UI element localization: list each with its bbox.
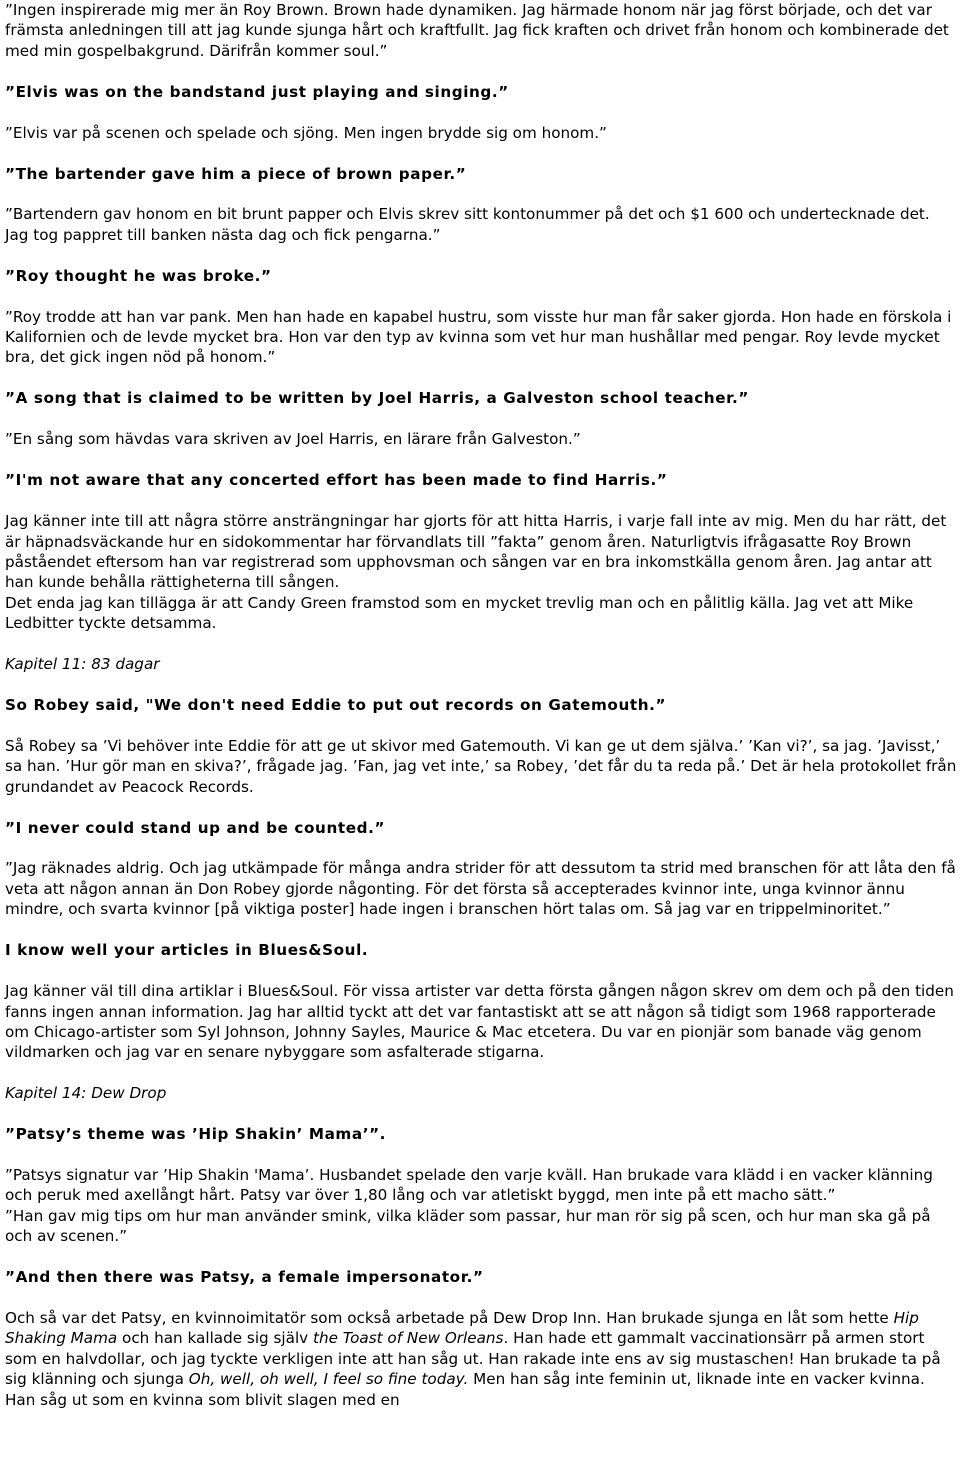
paragraph-spacer [5, 450, 957, 471]
paragraph-spacer [5, 61, 957, 82]
paragraph: ”Ingen inspirerade mig mer än Roy Brown. Brown hade dynamiken. Jag härmade honom när jag först började, och det var främsta anledningen till att jag kunde sjunga hårt och kraftfullt. Jag fick kraften och drivet från honom och kombinerade det med min gospelbakgrund. Därifrån kommer soul.” [5, 1, 949, 60]
paragraph: ”Bartendern gav honom en bit brunt papper och Elvis skrev sitt kontonummer på det och $1 600 och undertecknade det. Jag tog pappret till banken nästa dag och fick pengarna.” [5, 205, 930, 244]
song-lyric: Oh, well, oh well, I feel so fine today. [188, 1370, 469, 1389]
paragraph: ”En sång som hävdas vara skriven av Joel Harris, en lärare från Galveston.” [5, 430, 581, 449]
paragraph: ”Elvis var på scenen och spelade och sjöng. Men ingen brydde sig om honom.” [5, 123, 607, 142]
paragraph-spacer [5, 1288, 957, 1309]
question-heading: ”Patsy’s theme was ’Hip Shakin’ Mama’”. [5, 1125, 387, 1144]
paragraph-spacer [5, 1104, 957, 1125]
question-heading: ”I never could stand up and be counted.” [5, 818, 386, 837]
chapter-heading: Kapitel 11: 83 dagar [5, 655, 160, 674]
paragraph-spacer [5, 368, 957, 389]
question-heading: ”Roy thought he was broke.” [5, 266, 272, 285]
paragraph-spacer [5, 491, 957, 512]
text-run: och han kallade sig själv [117, 1329, 313, 1348]
paragraph-spacer [5, 184, 957, 205]
paragraph-spacer [5, 409, 957, 430]
text-run: . Han hade ett gammalt vaccinationsärr på armen stort som en halvdollar, och jag tyckte verkligen inte att han såg ut. Han rakade inte ens av sig mustaschen! Han brukade ta på sig klänning och sjunga [5, 1329, 941, 1389]
paragraph-spacer [5, 920, 957, 941]
document-body [5, 0, 957, 1410]
question-heading: ”The bartender gave him a piece of brown paper.” [5, 164, 467, 183]
text-run: Men han såg inte feminin ut, liknade inte en vacker kvinna. Han såg ut som en kvinna som blivit slagen med en [5, 1370, 925, 1409]
paragraph-patsy [5, 1308, 957, 1410]
paragraph-spacer [5, 143, 957, 164]
paragraph-spacer [5, 1063, 957, 1084]
paragraph-spacer [5, 961, 957, 982]
paragraph-spacer [5, 286, 957, 307]
paragraph-spacer [5, 715, 957, 736]
paragraph: Så Robey sa ’Vi behöver inte Eddie för att ge ut skivor med Gatemouth. Vi kan ge ut dem själva.’ ’Kan vi?’, sa jag. ’Javisst,’ sa han. ’Hur gör man en skiva?’, frågade jag. ’Fan, jag vet inte,’ sa Robey, ’det får du ta reda på.’ Det är hela protokollet från grundandet av Peacock Records. [5, 736, 957, 796]
chapter-heading: Kapitel 14: Dew Drop [5, 1084, 167, 1103]
paragraph: ”Patsys signatur var ’Hip Shakin 'Mama’. Husbandet spelade den varje kväll. Han brukade vara klädd i en vacker klänning och peruk med axellångt hårt. Patsy var över 1,80 lång och var atletiskt byggd, men inte på ett macho sätt.” [5, 1166, 933, 1205]
paragraph-spacer [5, 634, 957, 655]
text-run: Och så var det Patsy, en kvinnoimitatör som också arbetade på Dew Drop Inn. Han brukade sjunga en låt som hette [5, 1309, 894, 1328]
paragraph: ”Roy trodde att han var pank. Men han hade en kapabel hustru, som visste hur man får saker gjorda. Hon hade en förskola i Kalifornien och de levde mycket bra. Hon var den typ av kvinna som vet hur man hushållar med pengar. Roy levde mycket bra, det gick ingen nöd på honom.” [5, 307, 952, 367]
paragraph: Jag känner väl till dina artiklar i Blues&Soul. För vissa artister var detta första gången någon skrev om dem och på den tiden fanns ingen annan information. Jag har alltid tyckt att det var fantastiskt att se att någon så tidigt som 1968 rapporterade om Chicago-artister som Syl Johnson, Johnny Sayles, Maurice & Mac etcetera. Du var en pionjär som banade väg genom vildmarken och jag var en senare nybyggare som asfalterade stigarna. [5, 982, 954, 1062]
paragraph-spacer [5, 245, 957, 266]
question-heading: So Robey said, "We don't need Eddie to put out records on Gatemouth.” [5, 695, 667, 714]
question-heading: ”I'm not aware that any concerted effort has been made to find Harris.” [5, 471, 668, 490]
question-heading: I know well your articles in Blues&Soul. [5, 941, 369, 960]
document-blocks [5, 0, 957, 1308]
song-title: Hip Shaking Mama [5, 1309, 919, 1348]
question-heading: ”A song that is claimed to be written by Joel Harris, a Galveston school teacher.” [5, 389, 749, 408]
paragraph-spacer [5, 674, 957, 695]
paragraph: Jag känner inte till att några större ansträngningar har gjorts för att hitta Harris, i varje fall inte av mig. Men du har rätt, det är häpnadsväckande hur en sidokommentar har förvandlats till ”fakta” genom åren. Naturligtvis ifrågasatte Roy Brown påståendet eftersom han var registrerad som upphovsman och sången var en bra inkomstkälla genom åren. Jag antar att han kunde behålla rättigheterna till sången. [5, 512, 947, 592]
paragraph: ”Jag räknades aldrig. Och jag utkämpade för många andra strider för att dessutom ta strid med branschen för att låta den få veta att någon annan än Don Robey gjorde någonting. För det första så accepterades kvinnor inte, unga kvinnor ännu mindre, och svarta kvinnor [på viktiga poster] hade ingen i branschen hört talas om. Så jag var en trippelminoritet.” [5, 859, 956, 919]
question-heading: ”Elvis was on the bandstand just playing and singing.” [5, 82, 509, 101]
paragraph: Det enda jag kan tillägga är att Candy Green framstod som en mycket trevlig man och en pålitlig källa. Jag vet att Mike Ledbitter tyckte detsamma. [5, 593, 914, 633]
question-heading: ”And then there was Patsy, a female impersonator.” [5, 1268, 484, 1287]
paragraph-spacer [5, 838, 957, 859]
nickname: the Toast of New Orleans [312, 1329, 504, 1348]
paragraph-spacer [5, 1247, 957, 1268]
paragraph-spacer [5, 797, 957, 818]
paragraph-spacer [5, 102, 957, 123]
paragraph: ”Han gav mig tips om hur man använder smink, vilka kläder som passar, hur man rör sig på scen, och hur man ska gå på och av scenen.” [5, 1206, 931, 1246]
paragraph-spacer [5, 1145, 957, 1166]
